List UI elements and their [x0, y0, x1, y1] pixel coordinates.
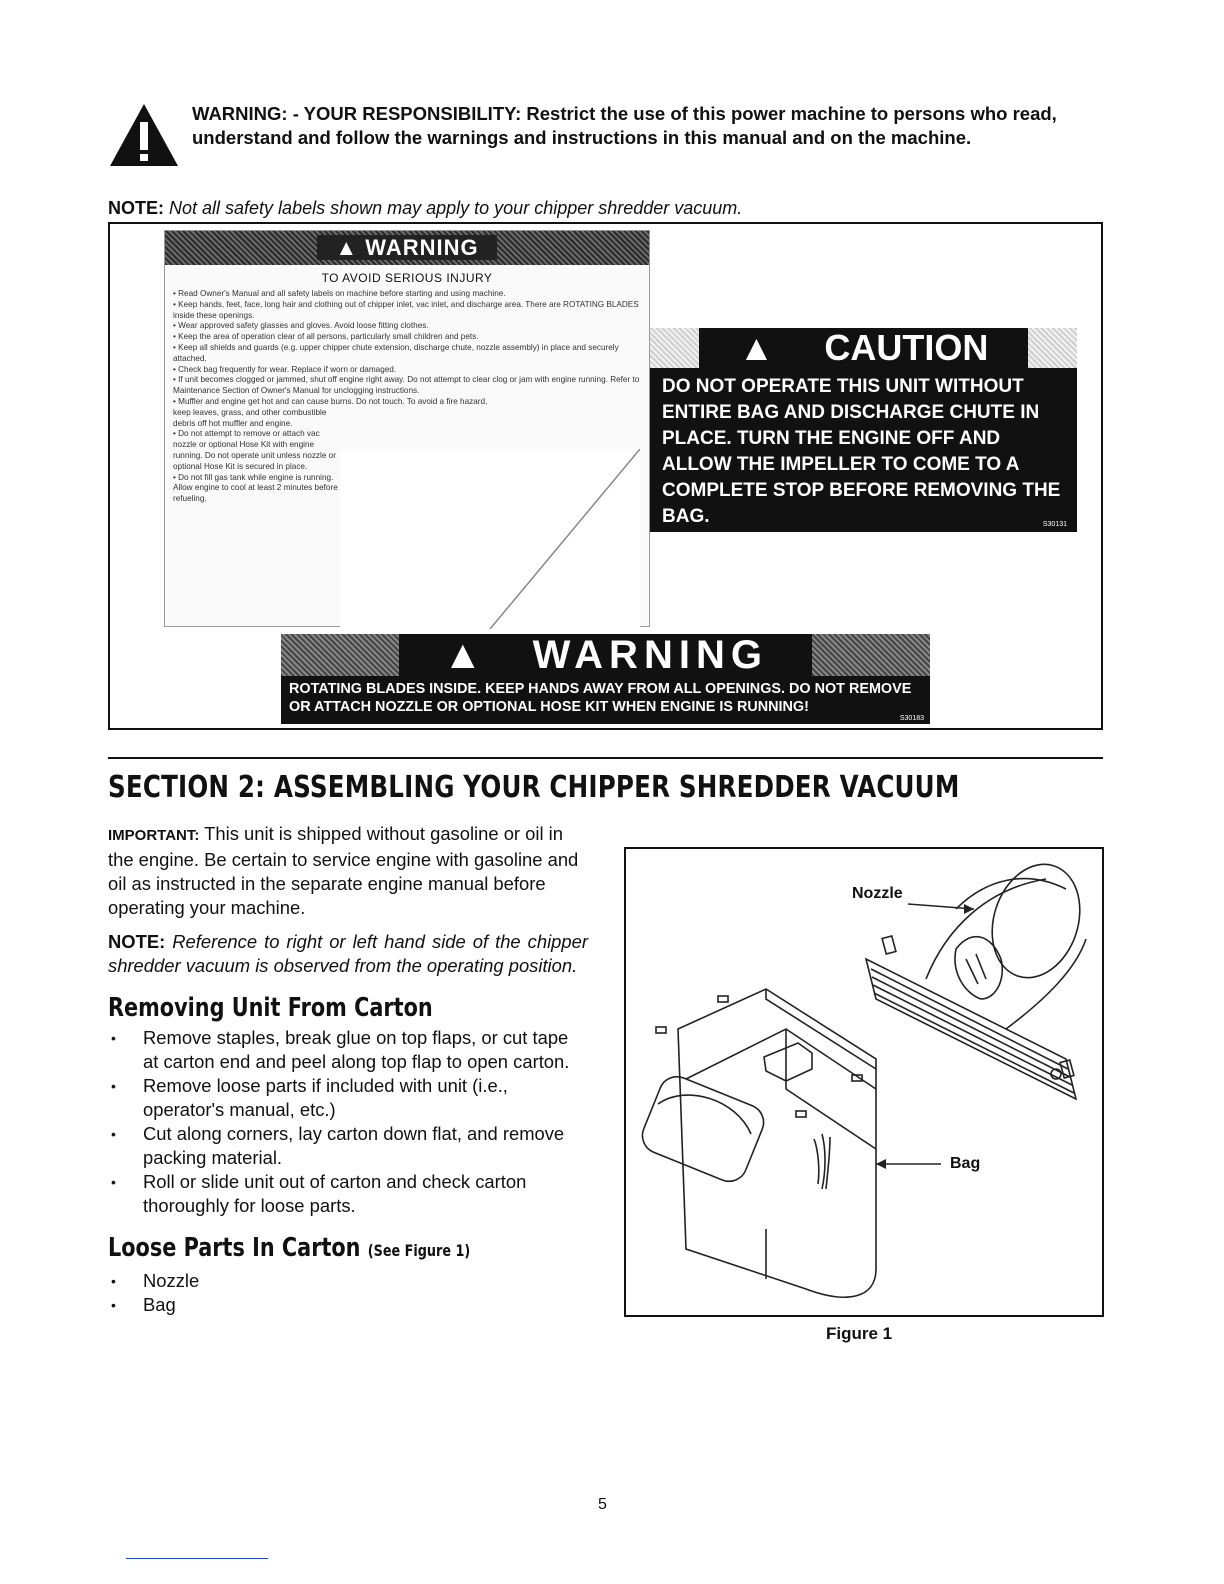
warning-label-avoid-injury [164, 230, 650, 627]
warning-line: • If unit becomes clogged or jammed, shut off engine right away. Do not attempt to clear clog or jam with engine running. Refer to Maintenance Section of Owner's Manual for unclogging instructions. [173, 375, 640, 396]
important-label: IMPORTANT: [108, 827, 200, 844]
section-title: SECTION 2: ASSEMBLING YOUR CHIPPER SHREDDER VACUUM [108, 770, 960, 805]
warning2-header [281, 634, 930, 676]
bag-arrow-icon [876, 1159, 886, 1169]
page-number: 5 [598, 1496, 607, 1513]
responsibility-warning-text: WARNING: - YOUR RESPONSIBILITY: Restrict the use of this power machine to persons who read, understand and follow the warnings and instructions in this manual and on the machine. [192, 103, 1057, 148]
nozzle-callout: Nozzle [852, 885, 903, 902]
warning-line: • Keep all shields and guards (e.g. upper chipper chute extension, discharge chute, nozzle assembly) in place and securely attached. [173, 342, 619, 363]
caution-label-header [650, 328, 1077, 368]
nozzle-and-bag-illustration [626, 849, 1102, 1315]
bag-illustration [637, 989, 876, 1297]
safety-labels-note [108, 198, 742, 219]
list-item: • Remove loose parts if included with unit (i.e., operator's manual, etc.) [108, 1074, 588, 1122]
loose-parts-heading [108, 1233, 492, 1263]
safety-labels-box [108, 222, 1103, 730]
caution-label [650, 328, 1077, 532]
warning-label-title: WARNING [365, 235, 479, 260]
warning-line: keep leaves, grass, and other combustible debris off hot muffler and engine. [173, 407, 327, 428]
warning-label-subtitle: TO AVOID SERIOUS INJURY [321, 271, 493, 285]
bag-callout: Bag [950, 1155, 981, 1172]
warning-line: • Muffler and engine get hot and can cause burns. Do not touch. To avoid a fire hazard, [173, 396, 488, 406]
warning-triangle-icon: ▲ [421, 634, 511, 676]
caution-title: CAUTION [804, 328, 1008, 368]
list-item: • Nozzle [108, 1269, 588, 1293]
removing-steps-list [108, 1026, 588, 1218]
loose-parts-heading-text: Loose Parts In Carton [108, 1233, 361, 1263]
warning2-text: ROTATING BLADES INSIDE. KEEP HANDS AWAY FROM ALL OPENINGS. DO NOT REMOVE OR ATTACH NOZZLE OR OPTIONAL HOSE KIT WHEN ENGINE IS RUNNING! [289, 681, 912, 715]
warning-triangle-icon [108, 102, 180, 168]
note-label: NOTE: [108, 931, 166, 952]
warning-line: • Do not attempt to remove or attach vac nozzle or optional Hose Kit with engine running. Do not operate unit unless nozzle or optional Hose Kit is secured in place. [173, 429, 336, 471]
warning-triangle-icon: ▲ [719, 328, 795, 368]
orientation-note [108, 930, 588, 978]
note-text: Not all safety labels shown may apply to your chipper shredder vacuum. [169, 198, 743, 218]
important-text: This unit is shipped without gasoline or oil in the engine. Be certain to service engine with gasoline and oil as instructed in the separate engine manual before operating your machine. [108, 823, 579, 918]
caution-text: DO NOT OPERATE THIS UNIT WITHOUT ENTIRE BAG AND DISCHARGE CHUTE IN PLACE. TURN THE ENGINE OFF AND ALLOW THE IMPELLER TO COME TO A COMPLETE STOP BEFORE REMOVING THE BAG. [662, 376, 1061, 527]
list-item: • Cut along corners, lay carton down flat, and remove packing material. [108, 1122, 588, 1170]
figure-caption: Figure 1 [826, 1324, 893, 1343]
label-diagonal-cut [340, 449, 640, 629]
figure-1-box [624, 847, 1104, 1317]
see-figure-ref: (See Figure 1) [367, 1241, 471, 1260]
warning-triangle-icon: ▲ [335, 235, 359, 260]
rotating-blades-warning-label [281, 634, 930, 724]
list-item: • Remove staples, break glue on top flaps, or cut tape at carton end and peel along top flap to open carton. [108, 1026, 588, 1074]
note-text: Reference to right or left hand side of the chipper shredder vacuum is observed from the operating position. [108, 931, 588, 976]
warning-line: • Keep the area of operation clear of all persons, particularly small children and pets. [173, 332, 479, 342]
important-paragraph [108, 822, 588, 920]
caution-label-code: S30131 [1042, 521, 1067, 528]
loose-parts-list [108, 1269, 588, 1317]
warning-line: • Read Owner's Manual and all safety labels on machine before starting and using machine. [173, 289, 506, 298]
top-warning [108, 100, 1108, 170]
warning-label-banner [165, 231, 649, 265]
list-item: • Roll or slide unit out of carton and check carton thoroughly for loose parts. [108, 1170, 588, 1218]
warning-line: • Wear approved safety glasses and gloves. Avoid loose fitting clothes. [173, 321, 429, 331]
warning2-title: WARNING [511, 634, 790, 676]
assembly-instructions [108, 822, 588, 1317]
warning2-label-code: S30183 [899, 715, 924, 722]
warning-line: • Keep hands, feet, face, long hair and clothing out of chipper inlet, vac inlet, and discharge area. There are ROTATING BLADES inside these openings. [173, 299, 639, 320]
warning-line: • Check bag frequently for wear. Replace if worn or damaged. [173, 364, 397, 374]
removing-heading: Removing Unit From Carton [108, 993, 433, 1023]
footer-rule [126, 1558, 268, 1559]
section-divider [108, 757, 1103, 759]
warning-line: • Do not fill gas tank while engine is running. Allow engine to cool at least 2 minutes before refueling. [173, 472, 338, 504]
note-label: NOTE: [108, 198, 164, 218]
list-item: • Bag [108, 1293, 588, 1317]
